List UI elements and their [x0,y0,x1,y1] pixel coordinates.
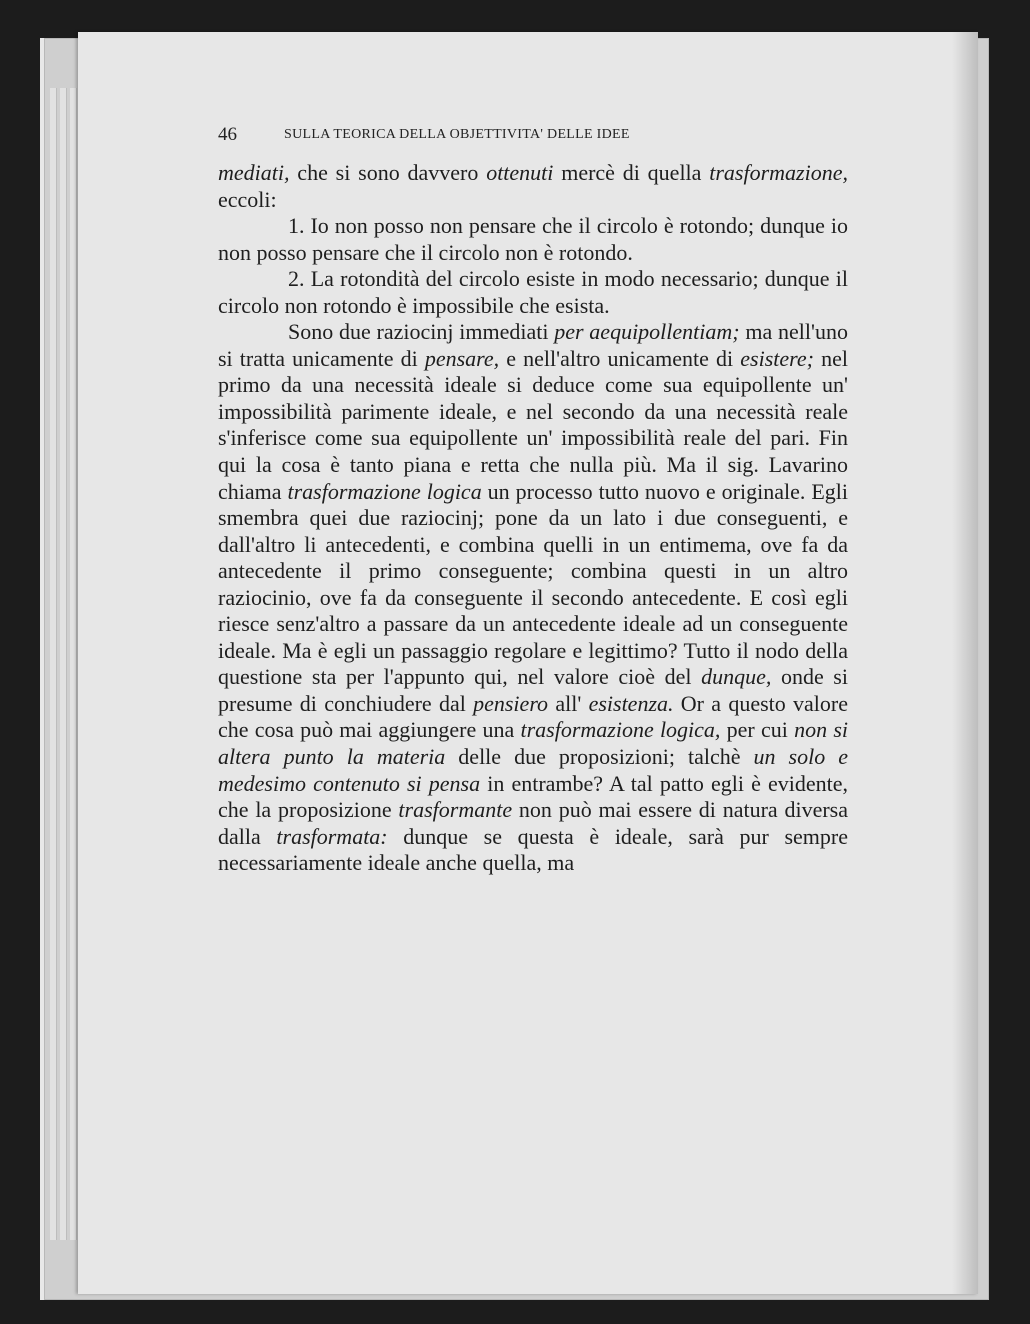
italic-span: trasformazione logica, [520,717,721,743]
text-span: nel primo da una necessità ideale si deduce come sua equipollente un' impossibilità parimente ideale, e nel secondo da una necessità reale s'inferisce come sua equipollente un' impossibilità reale del pari. Fin qui la cosa è tanto piana e retta che nulla più. Ma il sig. Lavarino chiama [218,345,848,504]
text-span: onde si presume di conchiudere dal [218,664,848,716]
italic-span: un solo e medesimo contenuto si pensa [218,744,848,796]
text-span: per cui [720,717,795,743]
italic-span: trasformante [398,797,513,823]
italic-span: esistenza. [588,690,674,716]
italic-span: trasformazione, [709,160,848,185]
body-text [218,160,848,877]
italic-span: pensare, [424,345,500,371]
page-edge [50,88,57,1240]
text-span: che si sono davvero [289,160,487,185]
text-span: Or a questo valore che cosa può mai aggiungere una [218,690,848,743]
italic-span: pensiero [473,690,549,716]
page-header [218,124,858,150]
numbered-item-2: 2. La rotondità del circolo esiste in modo necessario; dunque il circolo non rotondo è impossibile che esista. [218,266,848,318]
paragraph-continuation [218,160,848,213]
text-span: ma nell'uno si tratta unicamente di [218,319,848,371]
numbered-item-1: 1. Io non posso non pensare che il circolo è rotondo; dunque io non posso pensare che il circolo non è rotondo. [218,213,848,265]
text-span: mercè di quella [553,160,710,185]
text-span: e nell'altro unicamente di [499,345,741,371]
italic-span: esistere; [740,345,814,371]
page-number: 46 [218,124,237,145]
text-span: non può mai essere di natura diversa dalla [218,797,848,849]
page-edge [70,88,77,1240]
spine-shadow [952,32,978,1294]
italic-span: mediati, [218,160,290,185]
italic-span: dunque, [701,664,772,690]
italic-span: trasformata: [276,823,388,849]
page-edge [60,88,67,1240]
italic-span: non si altera punto la materia [218,717,848,770]
italic-span: trasformazione logica [287,478,482,504]
italic-span: ottenuti [486,160,554,185]
text-span: all' [548,690,589,716]
text-span: in entrambe? A tal patto egli è evidente, che la proposizione [218,770,849,823]
text-span: Sono due raziocinj immediati [288,319,555,345]
text-span: delle due proposizioni; talchè [445,744,754,770]
text-span: dunque se questa è ideale, sarà pur sempre necessariamente ideale anche quella, ma [218,823,848,876]
italic-span: per aequipollentiam; [554,319,740,345]
running-title: SULLA TEORICA DELLA OBJETTIVITA' DELLE IDEE [284,127,630,142]
text-span: eccoli: [218,186,277,212]
paragraph [218,319,848,876]
text-span: un processo tutto nuovo e originale. Egli smembra quei due raziocinj; pone da un lato i due conseguenti, e dall'altro li antecedenti, e combina quelli in un entimema, ove fa da antecedente il primo conseguente; combina questi in un altro raziocinio, ove fa da conseguente il secondo antecedente. E così egli riesce senz'altro a passare da un antecedente ideale ad un conseguente ideale. Ma è egli un passaggio regolare e legittimo? Tutto il nodo della questione sta per l'appunto qui, nel valore cioè del [218,478,848,690]
